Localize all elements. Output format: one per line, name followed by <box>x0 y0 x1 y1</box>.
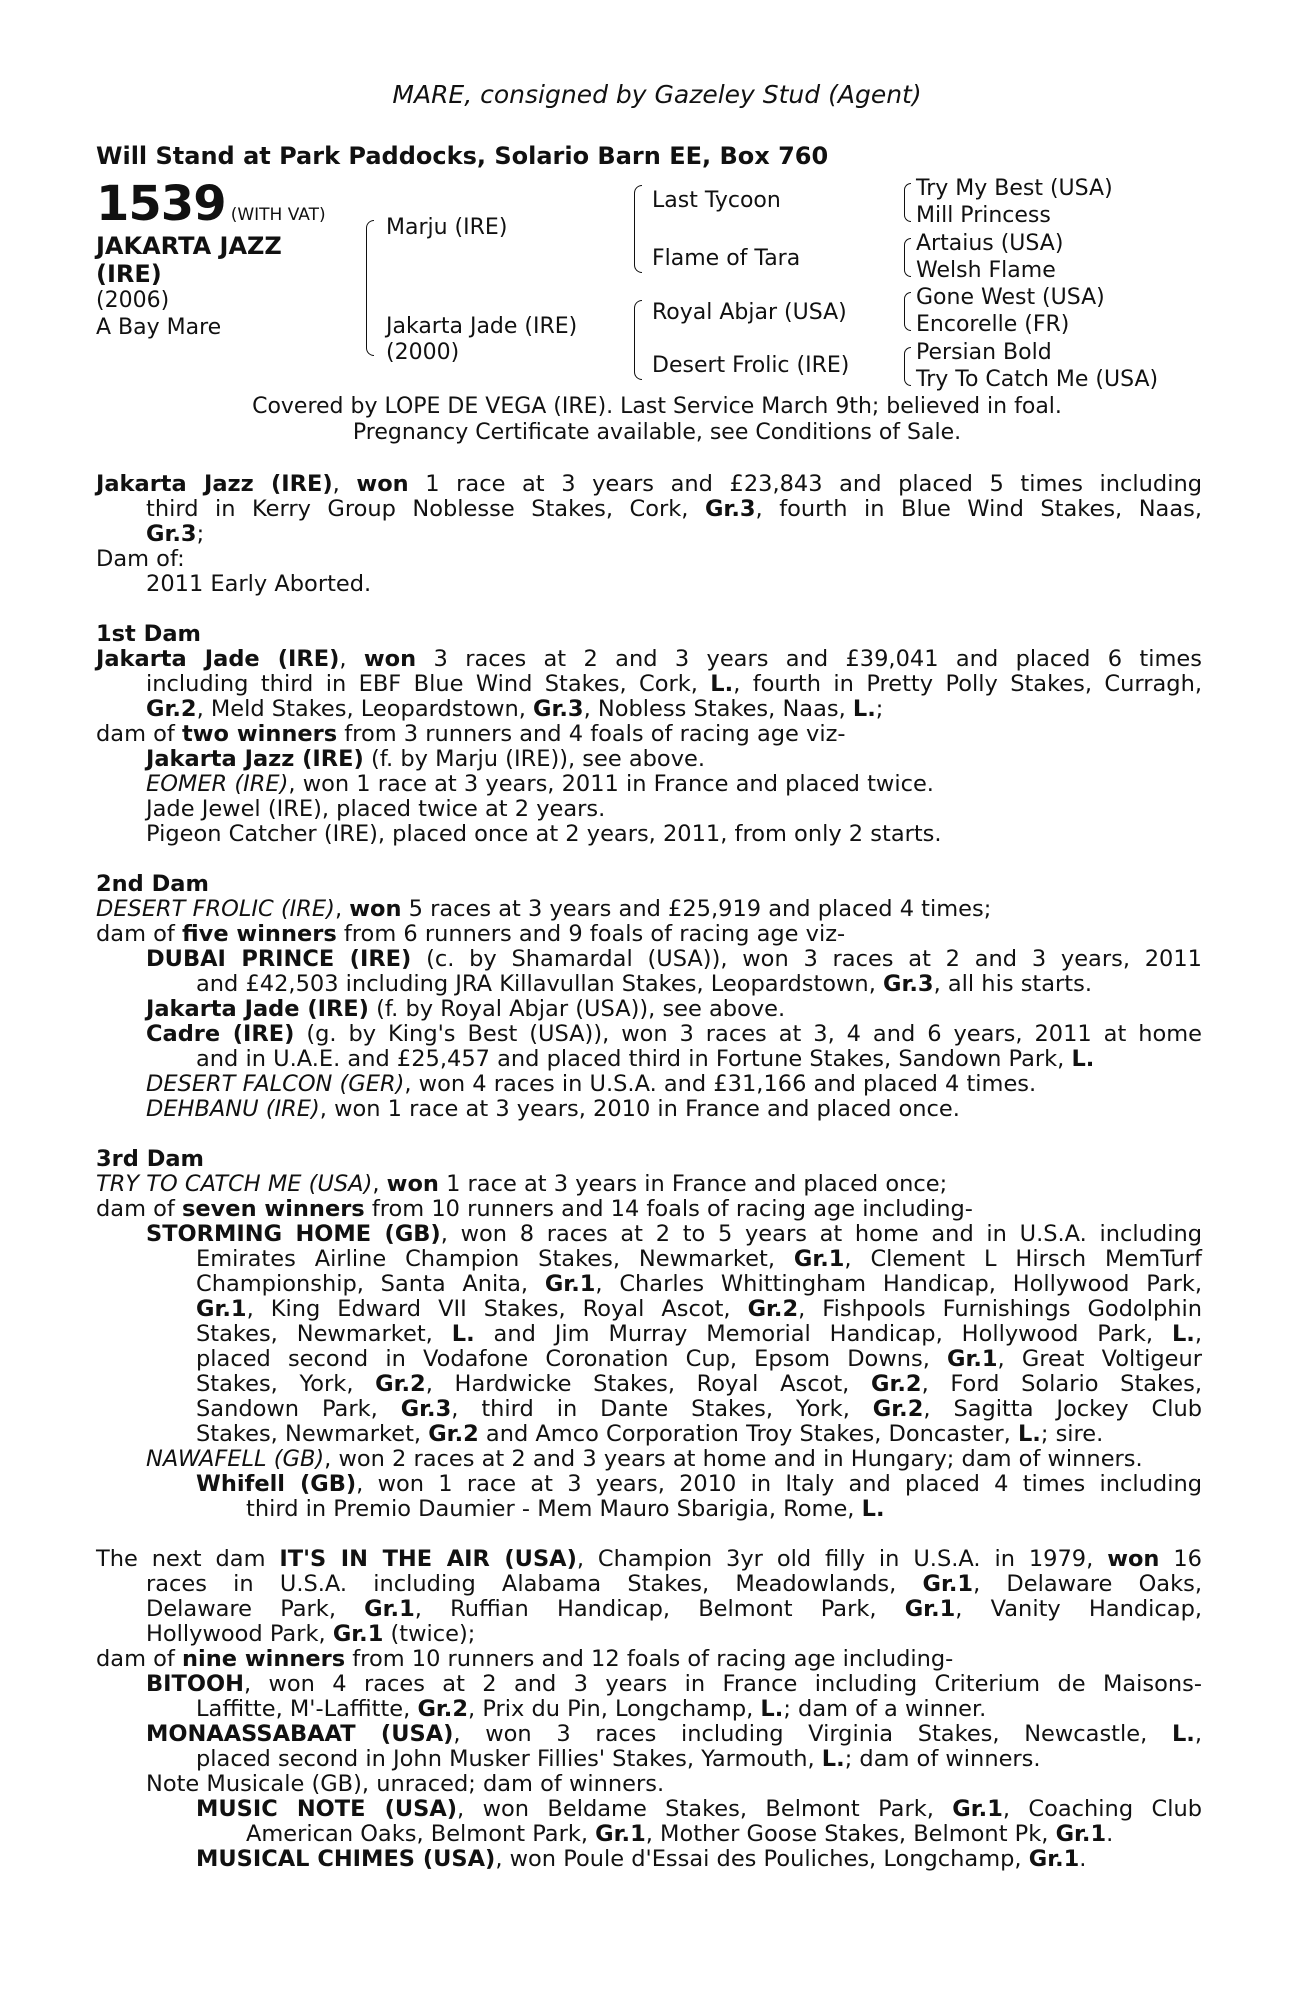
third-dam-heading: 3rd Dam <box>96 1146 204 1172</box>
next-dam-produce: BITOOH, won 4 races at 2 and 3 years in France including Criterium de Maisons- <box>146 1671 1202 1697</box>
third-dam-produce: Whifell (GB), won 1 race at 3 years, 2010 in Italy and placed 4 times including <box>196 1471 1202 1497</box>
second-dam-produce: and £42,503 including JRA Killavullan Stakes, Leopardstown, Gr.3, all his starts. <box>196 971 1092 997</box>
third-dam-produce: Stakes, Newmarket, Gr.2 and Amco Corporation Troy Stakes, Doncaster, L.; sire. <box>196 1421 1104 1447</box>
foaling-year: (2006) <box>96 288 170 313</box>
produce-heading: Dam of: <box>96 546 185 572</box>
third-dam-produce: Emirates Airline Champion Stakes, Newmarket, Gr.1, Clement L Hirsch MemTurf <box>196 1246 1202 1272</box>
next-dam-line: Hollywood Park, Gr.1 (twice); <box>146 1621 476 1647</box>
horse-name: JAKARTA JAZZ <box>96 232 282 260</box>
stand-location: Will Stand at Park Paddocks, Solario Barn EE, Box 760 <box>96 142 829 170</box>
pedigree-brace <box>634 185 642 273</box>
mare-record-line: third in Kerry Group Noblesse Stakes, Cork, Gr.3, fourth in Blue Wind Stakes, Naas, <box>146 496 1202 522</box>
next-dam-line: Delaware Park, Gr.1, Ruffian Handicap, Belmont Park, Gr.1, Vanity Handicap, <box>146 1596 1202 1622</box>
dam: Jakarta Jade (IRE) <box>386 314 578 339</box>
pedigree-brace <box>904 238 911 277</box>
next-dam-line: races in U.S.A. including Alabama Stakes, Meadowlands, Gr.1, Delaware Oaks, <box>146 1571 1202 1597</box>
covering-note: Covered by LOPE DE VEGA (IRE). Last Service March 9th; believed in foal. <box>252 394 1062 419</box>
horse-description: A Bay Mare <box>96 315 222 340</box>
next-dam-line: dam of nine winners from 10 runners and 12 foals of racing age including- <box>96 1646 954 1672</box>
sire-dam: Flame of Tara <box>652 246 801 271</box>
next-dam-produce: MUSIC NOTE (USA), won Beldame Stakes, Belmont Park, Gr.1, Coaching Club <box>196 1796 1203 1822</box>
pedigree-brace <box>366 220 374 356</box>
pregnancy-note: Pregnancy Certificate available, see Conditions of Sale. <box>352 420 962 445</box>
first-dam-produce: EOMER (IRE), won 1 race at 3 years, 2011 in France and placed twice. <box>146 771 934 797</box>
sire-sire: Last Tycoon <box>652 188 781 213</box>
dam-dam: Desert Frolic (IRE) <box>652 353 850 378</box>
first-dam-line: dam of two winners from 3 runners and 4 foals of racing age viz- <box>96 721 846 747</box>
first-dam-line: Jakarta Jade (IRE), won 3 races at 2 and 3 years and £39,041 and placed 6 times <box>96 646 1202 672</box>
second-dam-produce: Jakarta Jade (IRE) (f. by Royal Abjar (USA)), see above. <box>146 996 786 1022</box>
next-dam-produce: placed second in John Musker Fillies' Stakes, Yarmouth, L.; dam of winners. <box>196 1746 1041 1772</box>
next-dam-produce: American Oaks, Belmont Park, Gr.1, Mother Goose Stakes, Belmont Pk, Gr.1. <box>246 1821 1114 1847</box>
third-dam-produce: Gr.1, King Edward VII Stakes, Royal Ascot, Gr.2, Fishpools Furnishings Godolphin <box>196 1296 1202 1322</box>
lot-number: 1539 <box>96 176 226 232</box>
lot-number-line <box>96 176 326 232</box>
pedigree-brace <box>904 183 911 222</box>
first-dam-produce: Pigeon Catcher (IRE), placed once at 2 years, 2011, from only 2 starts. <box>146 821 942 847</box>
first-dam-heading: 1st Dam <box>96 621 201 647</box>
first-dam-produce: Jade Jewel (IRE), placed twice at 2 years. <box>146 796 606 822</box>
sire: Marju (IRE) <box>386 215 508 240</box>
first-dam-line: Gr.2, Meld Stakes, Leopardstown, Gr.3, Nobless Stakes, Naas, L.; <box>146 696 884 722</box>
first-dam-line: including third in EBF Blue Wind Stakes, Cork, L., fourth in Pretty Polly Stakes, Curragh, <box>146 671 1202 697</box>
second-dam-produce: and in U.A.E. and £25,457 and placed third in Fortune Stakes, Sandown Park, L. <box>196 1046 1095 1072</box>
pedigree-g3-3: Artaius (USA) <box>916 231 1064 256</box>
next-dam-produce: Note Musicale (GB), unraced; dam of winners. <box>146 1771 665 1797</box>
second-dam-heading: 2nd Dam <box>96 871 209 897</box>
pedigree-g3-4: Welsh Flame <box>916 258 1056 283</box>
dam-sire: Royal Abjar (USA) <box>652 300 847 325</box>
vat-note: (WITH VAT) <box>230 205 326 225</box>
next-dam-produce: MUSICAL CHIMES (USA), won Poule d'Essai des Pouliches, Longchamp, Gr.1. <box>196 1846 1087 1872</box>
dam-year: (2000) <box>386 340 460 365</box>
next-dam-line: The next dam IT'S IN THE AIR (USA), Champion 3yr old filly in U.S.A. in 1979, won 16 <box>96 1546 1202 1572</box>
next-dam-produce: Laffitte, M'-Laffitte, Gr.2, Prix du Pin, Longchamp, L.; dam of a winner. <box>196 1696 987 1722</box>
third-dam-produce: third in Premio Daumier - Mem Mauro Sbarigia, Rome, L. <box>246 1496 885 1522</box>
second-dam-produce: DESERT FALCON (GER), won 4 races in U.S.A. and £31,166 and placed 4 times. <box>146 1071 1037 1097</box>
pedigree-brace <box>904 292 911 331</box>
first-dam-produce: Jakarta Jazz (IRE) (f. by Marju (IRE)), see above. <box>146 746 706 772</box>
pedigree-brace <box>904 347 911 386</box>
second-dam-produce: Cadre (IRE) (g. by King's Best (USA)), won 3 races at 3, 4 and 6 years, 2011 at home <box>146 1021 1202 1047</box>
third-dam-produce: STORMING HOME (GB), won 8 races at 2 to 5 years at home and in U.S.A. including <box>146 1221 1202 1247</box>
pedigree-brace <box>634 300 642 380</box>
pedigree-g3-8: Try To Catch Me (USA) <box>916 367 1159 392</box>
pedigree-g3-7: Persian Bold <box>916 340 1052 365</box>
third-dam-line: dam of seven winners from 10 runners and 14 foals of racing age including- <box>96 1196 973 1222</box>
third-dam-produce: Stakes, York, Gr.2, Hardwicke Stakes, Royal Ascot, Gr.2, Ford Solario Stakes, <box>196 1371 1203 1397</box>
second-dam-line: DESERT FROLIC (IRE), won 5 races at 3 years and £25,919 and placed 4 times; <box>96 896 992 922</box>
third-dam-produce: NAWAFELL (GB), won 2 races at 2 and 3 years at home and in Hungary; dam of winners. <box>146 1446 1143 1472</box>
next-dam-produce: MONAASSABAAT (USA), won 3 races including Virginia Stakes, Newcastle, L., <box>146 1721 1202 1747</box>
third-dam-produce: placed second in Vodafone Coronation Cup, Epsom Downs, Gr.1, Great Voltigeur <box>196 1346 1202 1372</box>
second-dam-produce: DUBAI PRINCE (IRE) (c. by Shamardal (USA)), won 3 races at 2 and 3 years, 2011 <box>146 946 1202 972</box>
horse-name-suffix: (IRE) <box>96 260 162 288</box>
third-dam-produce: Stakes, Newmarket, L. and Jim Murray Memorial Handicap, Hollywood Park, L., <box>196 1321 1203 1347</box>
pedigree-g3-2: Mill Princess <box>916 203 1051 228</box>
pedigree-g3-5: Gone West (USA) <box>916 285 1105 310</box>
mare-record-line: Jakarta Jazz (IRE), won 1 race at 3 years and £23,843 and placed 5 times including <box>96 471 1202 497</box>
third-dam-produce: Championship, Santa Anita, Gr.1, Charles Whittingham Handicap, Hollywood Park, <box>196 1271 1203 1297</box>
mare-record-line: Gr.3; <box>146 521 205 547</box>
third-dam-produce: Sandown Park, Gr.3, third in Dante Stakes, York, Gr.2, Sagitta Jockey Club <box>196 1396 1202 1422</box>
pedigree-g3-1: Try My Best (USA) <box>916 176 1113 201</box>
pedigree-g3-6: Encorelle (FR) <box>916 312 1070 337</box>
third-dam-line: TRY TO CATCH ME (USA), won 1 race at 3 years in France and placed once; <box>96 1171 948 1197</box>
page-title: MARE, consigned by Gazeley Stud (Agent) <box>392 80 922 109</box>
second-dam-produce: DEHBANU (IRE), won 1 race at 3 years, 2010 in France and placed once. <box>146 1096 960 1122</box>
second-dam-line: dam of five winners from 6 runners and 9 foals of racing age viz- <box>96 921 846 947</box>
produce-record: 2011 Early Aborted. <box>146 571 372 597</box>
